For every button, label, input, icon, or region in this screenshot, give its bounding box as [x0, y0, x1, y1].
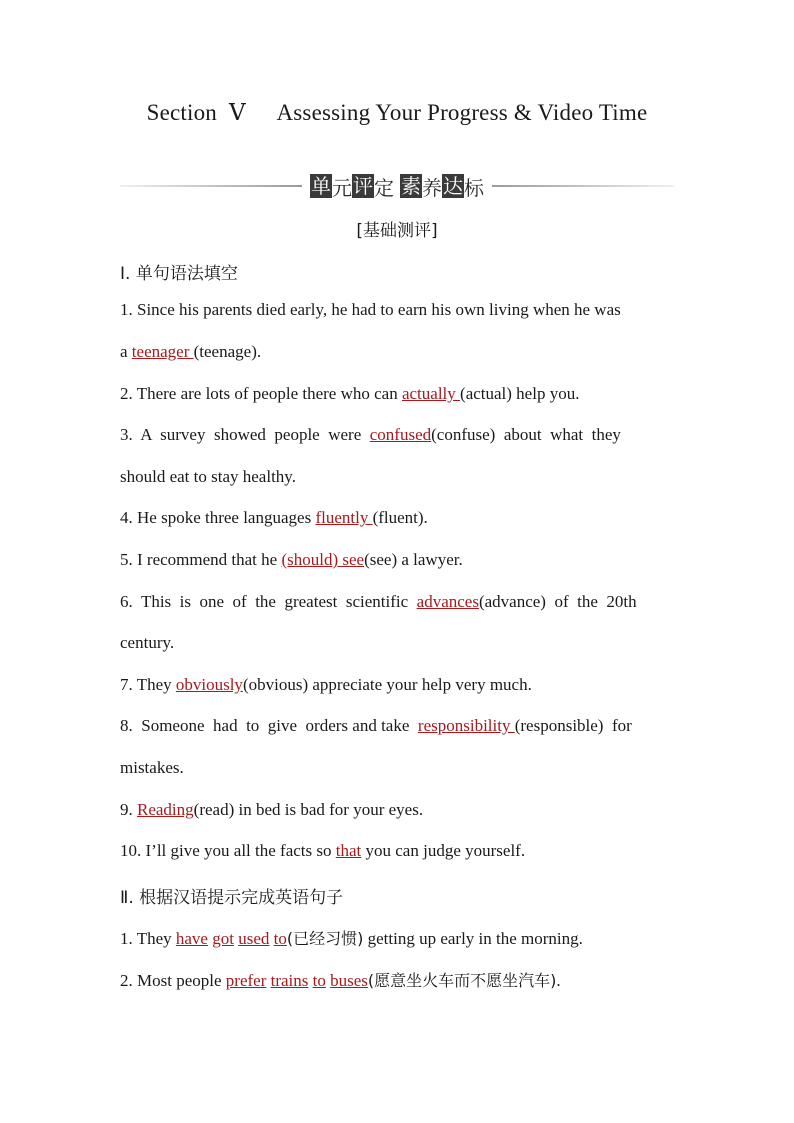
exercise-line: should eat to stay healthy. [120, 467, 296, 486]
part1-heading: Ⅰ. 单句语法填空 [120, 264, 238, 284]
exercise-line: 10. I’ll give you all the facts so that you can judge yourself. [120, 841, 526, 860]
banner-char: 单 [311, 174, 331, 198]
banner-line-right [492, 185, 674, 187]
answer-text: trains [270, 971, 309, 990]
chinese-hint: (愿意坐火车而不愿坐汽车) [367, 971, 557, 990]
banner-char: 评 [353, 174, 373, 198]
exercise-line: 3. A survey showed people were confused(confuse) about what they [120, 425, 621, 444]
answer-text: responsibility [417, 716, 515, 735]
answer-text: to [273, 929, 287, 948]
banner-char: 定 [374, 175, 394, 200]
exercise-line: century. [120, 633, 175, 652]
exercise-line: 9. Reading(read) in bed is bad for your eyes. [120, 800, 424, 819]
exercise-line: 5. I recommend that he (should) see(see) a lawyer. [120, 550, 463, 569]
answer-text: have [175, 929, 208, 948]
banner-char: 素 [401, 174, 421, 198]
exercise-line: a teenager (teenage). [120, 342, 262, 361]
page-title [0, 100, 794, 126]
banner-text [310, 171, 484, 201]
banner-char: 达 [443, 174, 463, 198]
exercise-line: 7. They obviously(obvious) appreciate your help very much. [120, 675, 532, 694]
answer-text: buses [330, 971, 368, 990]
subheading: [基础测评] [356, 221, 438, 241]
answer-text: actually [401, 384, 461, 403]
exercise-line: mistakes. [120, 758, 184, 777]
title-section: Section [146, 100, 217, 125]
exercise-line: 6. This is one of the greatest scientific advances(advance) of the 20th [120, 592, 637, 611]
answer-text: obviously [175, 675, 243, 694]
answer-text: prefer [225, 971, 267, 990]
answer-text: to [312, 971, 326, 990]
answer-text: fluently [315, 508, 373, 527]
exercise-line: 2. Most people prefer trains to buses(愿意坐火车而不愿坐汽车). [120, 971, 561, 990]
exercise-line: 4. He spoke three languages fluently (fluent). [120, 508, 428, 527]
unit-banner [120, 168, 674, 204]
answer-text: that [335, 841, 362, 860]
banner-line-left [120, 185, 302, 187]
chinese-hint: (已经习惯) [286, 929, 364, 948]
answer-text: advances [416, 592, 479, 611]
title-numeral: Ⅴ [228, 100, 246, 125]
title-name: Assessing Your Progress & Video Time [276, 100, 648, 125]
banner-char: 元 [332, 175, 352, 200]
answer-text: got [212, 929, 234, 948]
exercise-line: 8. Someone had to give orders and take responsibility (responsible) for [120, 716, 632, 735]
exercise-line: 2. There are lots of people there who can actually (actual) help you. [120, 384, 580, 403]
banner-char: 养 [422, 175, 442, 200]
exercise-line: 1. Since his parents died early, he had to earn his own living when he was [120, 300, 621, 319]
part2-heading: Ⅱ. 根据汉语提示完成英语句子 [120, 888, 344, 908]
exercise-line: 1. They have got used to(已经习惯) getting up early in the morning. [120, 929, 583, 948]
banner-char: 标 [464, 175, 484, 200]
answer-text: (should) see [281, 550, 365, 569]
answer-text: used [238, 929, 270, 948]
answer-text: Reading [137, 800, 194, 819]
answer-text: teenager [131, 342, 194, 361]
answer-text: confused [369, 425, 432, 444]
